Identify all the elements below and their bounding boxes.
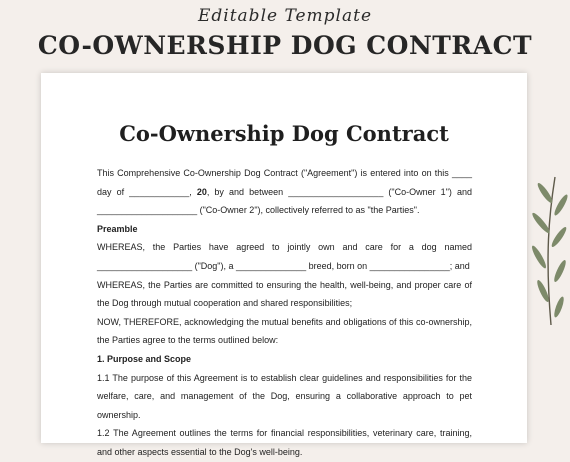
document-page [41, 73, 527, 457]
clause-1-2: 1.2 The Agreement outlines the terms for financial responsibilities, veterinary care, training, and other aspects essential to the Dog's well-being. [97, 428, 472, 457]
banner-title: CO-OWNERSHIP DOG CONTRACT [37, 31, 533, 60]
whereas-care-paragraph: WHEREAS, the Parties are committed to ensuring the health, well-being, and proper care of the Dog through mutual cooperation and shared responsibilities; [97, 279, 472, 309]
intro-paragraph: This Comprehensive Co-Ownership Dog Contract ("Agreement") is entered into on this ____ day of ____________, 20, by and between ___________________ ("Co-Owner 1") and ____________________ ("Co-Owner 2"), collectively referred to as "the Parties". [97, 168, 472, 216]
whereas-dog-paragraph: WHEREAS, the Parties have agreed to jointly own and care for a dog named ___________________ ("Dog"), a ______________ breed, born on ________________; and [97, 242, 472, 271]
document-title: Co-Ownership Dog Contract [119, 121, 449, 146]
olive-branch-icon [505, 175, 570, 335]
now-therefore-paragraph: NOW, THEREFORE, acknowledging the mutual benefits and obligations of this co-ownership, the Parties agree to the terms outlined below: [97, 316, 472, 346]
document-body [97, 164, 472, 462]
clause-1-1: 1.1 The purpose of this Agreement is to establish clear guidelines and responsibilities for the welfare, care, and management of the Dog, ensuring a collaborative approach to pet ownership. [97, 372, 472, 420]
section-heading-preamble: Preamble [97, 223, 138, 234]
section-heading-purpose: 1. Purpose and Scope [97, 353, 192, 364]
editable-template-label: Editable Template [197, 6, 373, 26]
